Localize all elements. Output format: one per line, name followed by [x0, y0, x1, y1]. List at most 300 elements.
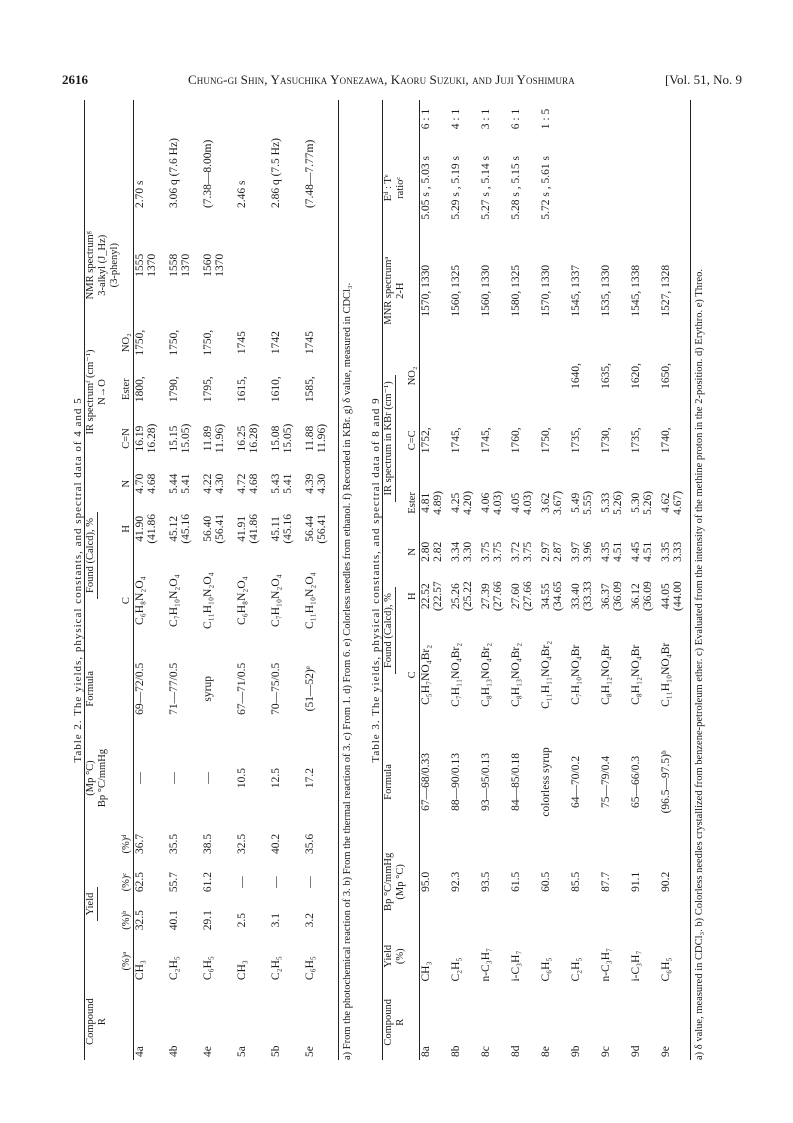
bp-value: 69—72/0.5 [134, 662, 146, 715]
yield-a: 32.5 [134, 910, 146, 931]
found-c [600, 571, 630, 622]
t3-h-no2: NO₂ [407, 366, 418, 386]
yield-a: 3.1 [270, 913, 282, 928]
ir-cc [420, 344, 451, 408]
ir-no2-line: 1370 [180, 253, 192, 277]
nmr-value: 2.70 s [134, 180, 146, 209]
table-row [600, 100, 630, 1060]
bp-value: (96.5—97.5)ᵇ [660, 750, 672, 814]
formula: C₇H₁₀NO₄Br [570, 644, 582, 705]
found-c-line: (33.33 [582, 581, 594, 611]
ir-no2 [270, 211, 304, 319]
found-n [540, 473, 570, 534]
table-row [202, 100, 236, 1060]
found-n-line: 4.06 [480, 492, 492, 513]
ir-ester: 1750, [202, 329, 214, 356]
found-n [450, 473, 480, 534]
found-h [480, 533, 510, 570]
ir-ester: 1752, [420, 427, 432, 454]
table-row [540, 100, 570, 1060]
found-n-line: 5.49 [570, 492, 582, 513]
found-c-line: (36.09 [642, 581, 654, 611]
found-n [236, 412, 270, 464]
compound-id: 8c [480, 1046, 492, 1057]
found-n [420, 473, 451, 534]
found-h [450, 533, 480, 570]
compound-id: 4b [168, 1045, 180, 1057]
table-row [480, 100, 510, 1060]
found-n [600, 473, 630, 534]
found-n [630, 473, 660, 534]
table-row [510, 100, 540, 1060]
found-c [134, 503, 169, 555]
yield-b: — [270, 876, 282, 888]
nmr-value [660, 138, 691, 238]
r-group: i-C₃H₇ [630, 950, 642, 982]
t2-h-bp: (Mp °C) Bp °C/mmHg [85, 748, 108, 808]
r-group: C₆H₅ [202, 956, 214, 981]
formula: C₈H₁₃NO₄Br₂ [480, 642, 492, 707]
yield-d: — [168, 772, 180, 784]
ir-no2 [202, 211, 236, 319]
table2-caption: Table 2. The yields, physical constants, and spectral data of 4 and 5 [72, 397, 84, 763]
found-h [134, 465, 169, 503]
found-h-line: 3.35 [660, 541, 672, 562]
table-row [660, 100, 691, 1060]
bp-value: 84—85/0.18 [510, 753, 522, 811]
yield-a: 3.2 [304, 913, 316, 928]
formula: C₆H₈N₂O₄ [134, 576, 146, 625]
found-c [570, 571, 600, 622]
table-row [630, 100, 660, 1060]
table-row [570, 100, 600, 1060]
found-h-line: 3.97 [570, 541, 582, 562]
nmr-value: 5.72 s , 5.61 s [540, 156, 552, 220]
found-c-line: (36.09 [612, 581, 624, 611]
r-group: C₂H₅ [168, 956, 180, 981]
found-c [450, 571, 480, 622]
found-h [630, 533, 660, 570]
found-h-line: 3.30 [462, 541, 474, 562]
ir-cc: 1650, [660, 362, 672, 389]
yield-a: 2.5 [236, 913, 248, 928]
ir-ester: 1750, [134, 329, 146, 356]
found-h-line: 4.68 [146, 473, 158, 494]
found-h [570, 533, 600, 570]
nmr-value: 5.29 s , 5.19 s [450, 156, 462, 220]
ir-no2-line: 1555 [134, 253, 146, 277]
found-h-line: 5.41 [180, 473, 192, 494]
t3-h-n: N [407, 548, 418, 556]
t3-h-found: Found (Calcd), % [383, 533, 408, 728]
t2-h-n: N [121, 479, 132, 488]
yield: 95.0 [420, 871, 432, 892]
found-c [540, 571, 570, 622]
compound-id: 5e [304, 1046, 316, 1057]
t2-h-compound: Compound R [85, 998, 108, 1045]
yield: 91.1 [630, 871, 642, 892]
ir-no2: 1570, 1330 [420, 264, 432, 317]
found-h-line: 2.87 [552, 541, 564, 562]
found-c [304, 503, 339, 555]
found-h-line: 3.75 [522, 541, 534, 562]
r-group: CH₃ [236, 960, 248, 981]
formula: C₈H₁₂NO₄Br [630, 644, 642, 705]
bp-value: (51—52)ᵉ [304, 666, 316, 712]
found-n-line: 15.15 [168, 425, 180, 452]
found-n-line: 4.05 [510, 492, 522, 513]
table-row [134, 100, 169, 1060]
found-n-line: 5.33 [600, 492, 612, 513]
yield-b: — [304, 876, 316, 888]
ir-ester: 1745, [450, 427, 462, 454]
t2-h-found: Found (Calcd), % [85, 465, 122, 647]
found-c [270, 503, 304, 555]
found-h [304, 465, 339, 503]
r-group: C₆H₅ [540, 957, 552, 982]
yield-c: 35.5 [168, 833, 180, 855]
ir-ester: 1735, [570, 427, 582, 454]
found-n-line: 4.03) [492, 490, 504, 515]
found-c-line: 45.12 [168, 515, 180, 542]
found-n-line: 3.67) [552, 490, 564, 515]
ir-ester: 1745 [304, 331, 316, 355]
table-row [168, 100, 202, 1060]
found-c-line: 56.40 [202, 515, 214, 542]
formula: C₇H₁₁NO₄Br₂ [450, 642, 462, 707]
bp-value: 70—75/0.5 [270, 662, 282, 715]
t2-h-no2: NO₂ [121, 333, 132, 353]
found-n-line: 5.55) [582, 490, 594, 515]
ir-no2-line: 1370 [214, 253, 226, 277]
ir-ester: 1735, [630, 427, 642, 454]
yield-d: 12.5 [270, 767, 282, 789]
found-h-line: 3.34 [450, 541, 462, 562]
yield-a: 40.1 [168, 910, 180, 931]
yield-c: 36.7 [134, 833, 146, 855]
yield-d: — [202, 772, 214, 784]
yield-d: 17.2 [304, 767, 316, 789]
t2-h-yield: Yield [85, 825, 122, 983]
found-n-line: 15.05) [282, 423, 294, 454]
compound-id: 9c [600, 1046, 612, 1057]
found-h-line: 4.70 [134, 473, 146, 494]
found-n-line: 11.88 [304, 425, 316, 452]
found-c-line: (44.00 [672, 581, 684, 611]
t3-h-c: C [407, 671, 418, 679]
found-c-line: 36.37 [600, 583, 612, 610]
ratio: 6 : 1 [420, 108, 432, 130]
ir-ester: 1745, [480, 427, 492, 454]
found-n-line: 4.81 [420, 492, 432, 513]
table3-notes: a) δ value, measured in CDCl₃. b) Colorless needles crystallized from benzene-petroleum ether. c) Evaluated from the intensity of the methine proton in the 2-position. d) Erythro. e) Threo. [694, 268, 705, 1060]
formula: C₈H₁₂NO₄Br [600, 644, 612, 705]
found-c-line: (56.41 [214, 513, 226, 544]
page-number: 2616 [62, 72, 88, 87]
compound-id: 5b [270, 1045, 282, 1057]
found-n-line: 4.03) [522, 490, 534, 515]
t2-h-ester: Ester [121, 378, 132, 400]
page-header [62, 72, 742, 92]
table-row [420, 100, 451, 1060]
found-n [480, 473, 510, 534]
found-h-line: 3.33 [672, 541, 684, 562]
ir-no2: 1535, 1330 [600, 264, 612, 317]
nmr-value [570, 138, 600, 238]
t2-h-ya: (%)ᵃ [121, 951, 132, 971]
yield: 90.2 [660, 871, 672, 892]
found-h-line: 2.97 [540, 541, 552, 562]
found-h-line: 3.72 [510, 541, 522, 562]
table2-notes: a) From the photochemical reaction of 3. b) From the thermal reaction of 3. c) From 1. d) From 6. e) Colorless needles from ethanol. f) Recorded in KBr. g) δ value, measured in CDCl₃. [342, 282, 353, 1060]
formula: C₁₁H₁₀N₂O₄ [202, 572, 214, 629]
yield-c: 32.5 [236, 833, 248, 855]
bp-value: 75—79/0.4 [600, 755, 612, 808]
t2-h-ir: IR spectrumᶠ (cm⁻¹) N→O [85, 349, 108, 435]
ratio [570, 100, 600, 138]
yield-b: — [236, 876, 248, 888]
ir-cn: 1795, [202, 376, 214, 403]
found-c [236, 503, 270, 555]
found-n-line: 16.28) [146, 423, 158, 454]
found-h [270, 465, 304, 503]
nmr-value [630, 138, 660, 238]
compound-id: 9d [630, 1045, 642, 1057]
formula: C₆H₈N₂O₄ [236, 576, 248, 625]
found-h [540, 533, 570, 570]
found-h-line: 4.30 [214, 473, 226, 494]
ir-no2: 1560, 1325 [450, 264, 462, 317]
nmr-value: 5.28 s , 5.15 s [510, 156, 522, 220]
found-n-line: 11.96) [316, 423, 328, 454]
table-row [450, 100, 480, 1060]
yield-b: 55.7 [168, 872, 180, 893]
bp-value: 88—90/0.13 [450, 753, 462, 811]
yield-c: 40.2 [270, 833, 282, 855]
t3-h-nmr: MNR spectrumᵃ 2-H [383, 256, 406, 325]
formula: C₅H₇NO₄Br₂ [420, 644, 432, 705]
t3-h-cc: C=C [407, 430, 418, 451]
table2 [84, 100, 339, 1060]
r-group: C₆H₅ [304, 956, 316, 981]
t3-h-compound: Compound R [383, 998, 406, 1046]
found-c-line: (25.22 [462, 581, 474, 611]
found-h-line: 3.75 [492, 541, 504, 562]
found-h-line: 4.35 [600, 541, 612, 562]
compound-id: 9b [570, 1045, 582, 1057]
ir-ester: 1730, [600, 427, 612, 454]
ir-cn: 1790, [168, 376, 180, 403]
found-c [630, 571, 660, 622]
ir-cn: 1610, [270, 376, 282, 403]
t3-h-yield: Yield (%) [383, 944, 406, 968]
ratio: 6 : 1 [510, 108, 522, 130]
running-authors: Chung-gi Shin, Yasuchika Yonezawa, Kaoru Suzuki, and Juji Yoshimura [188, 72, 575, 87]
found-n-line: 5.26) [612, 490, 624, 515]
found-n [168, 412, 202, 464]
found-h [236, 465, 270, 503]
t3-h-h: H [407, 592, 418, 600]
found-n-line: 4.25 [450, 492, 462, 513]
found-c [510, 571, 540, 622]
found-h-line: 3.96 [582, 541, 594, 562]
table-row [236, 100, 270, 1060]
rotated-tables [72, 100, 732, 1060]
bp-value: syrup [202, 676, 214, 702]
found-n [202, 412, 236, 464]
found-n-line: 16.19 [134, 425, 146, 452]
found-h-line: 4.22 [202, 473, 214, 494]
nmr-value: 5.05 s , 5.03 s [420, 156, 432, 220]
ratio [600, 100, 630, 138]
found-n [510, 473, 540, 534]
ratio [630, 100, 660, 138]
found-c-line: (41.86 [146, 513, 158, 544]
ir-cn: 1585, [304, 376, 316, 403]
found-h-line: 4.68 [248, 473, 260, 494]
found-h-line: 5.43 [270, 473, 282, 494]
nmr-value: 3.06 q (7.6 Hz) [168, 138, 180, 209]
r-group: CH₃ [420, 961, 432, 982]
t3-h-formula: Formula [383, 764, 394, 800]
found-c-line: (22.57 [432, 581, 444, 611]
found-c-line: (45.16 [180, 513, 192, 544]
found-h-line: 4.45 [630, 541, 642, 562]
found-c-line: 44.05 [660, 583, 672, 610]
found-c-line: 36.12 [630, 583, 642, 610]
found-n-line: 3.62 [540, 492, 552, 513]
yield: 93.5 [480, 871, 492, 892]
ir-ester: 1750, [168, 329, 180, 356]
nmr-value: 5.27 s , 5.14 s [480, 156, 492, 220]
volume-info: [Vol. 51, No. 9 [664, 72, 742, 87]
found-h-line: 3.75 [480, 541, 492, 562]
table-row [270, 100, 304, 1060]
nmr-value [600, 138, 630, 238]
found-c-line: (34.65 [552, 581, 564, 611]
nmr-value: 2.86 q (7.5 Hz) [270, 138, 282, 209]
found-c-line: 27.60 [510, 583, 522, 610]
found-c [420, 571, 451, 622]
found-h [202, 465, 236, 503]
found-c-line: 33.40 [570, 583, 582, 610]
bp-value: 67—71/0.5 [236, 662, 248, 715]
found-h-line: 2.82 [432, 541, 444, 562]
t2-h-nmr: NMR spectrumᵍ 3-alkyl (J_Hz) (3-phenyl) [85, 231, 120, 300]
r-group: i-C₃H₇ [510, 950, 522, 982]
found-h-line: 4.51 [612, 541, 624, 562]
ir-cc: 1640, [570, 362, 582, 389]
found-c-line: (27.66 [492, 581, 504, 611]
t3-h-bp: Bp °C/mmHg (Mp °C) [383, 852, 406, 911]
found-n [660, 473, 691, 534]
found-c-line: 25.26 [450, 583, 462, 610]
ir-no2 [304, 211, 339, 319]
ir-ester: 1740, [660, 427, 672, 454]
table-row [304, 100, 339, 1060]
bp-value: 67—68/0.33 [420, 753, 432, 811]
ir-ester: 1745 [236, 331, 248, 355]
ratio: 1 : 5 [540, 108, 552, 130]
found-c [202, 503, 236, 555]
ir-cc: 1620, [630, 362, 642, 389]
found-n-line: 5.30 [630, 492, 642, 513]
formula: C₁₁H₁₀NO₄Br [660, 642, 672, 707]
formula: C₇H₁₀N₂O₄ [168, 574, 180, 627]
found-h [168, 465, 202, 503]
found-n-line: 15.08 [270, 425, 282, 452]
found-h-line: 4.39 [304, 473, 316, 494]
yield-d: 10.5 [236, 767, 248, 789]
found-h-line: 5.41 [282, 473, 294, 494]
yield: 60.5 [540, 871, 552, 892]
r-group: C₆H₅ [660, 957, 672, 982]
found-c [168, 503, 202, 555]
ir-cc [540, 344, 570, 408]
ir-cc [450, 344, 480, 408]
found-h-line: 5.44 [168, 473, 180, 494]
formula: C₈H₁₃NO₄Br₂ [510, 642, 522, 707]
formula: C₁₁H₁₁NO₄Br₂ [540, 640, 552, 709]
ir-cc: 1635, [600, 362, 612, 389]
t2-h-yd: (%)ᵈ [121, 834, 132, 854]
ir-no2 [168, 211, 202, 319]
found-c-line: 22.52 [420, 583, 432, 610]
bp-value: 65—66/0.3 [630, 755, 642, 808]
ir-no2-line: 1558 [168, 253, 180, 277]
bp-value: 64—70/0.2 [570, 755, 582, 808]
ratio: 3 : 1 [480, 108, 492, 130]
found-c-line: 45.11 [270, 516, 282, 542]
yield: 61.5 [510, 871, 522, 892]
found-c-line: (27.66 [522, 581, 534, 611]
ir-no2: 1560, 1330 [480, 264, 492, 317]
found-c-line: 41.91 [236, 515, 248, 542]
ir-no2-line: 1370 [146, 253, 158, 277]
ir-cc [510, 344, 540, 408]
found-n [304, 412, 339, 464]
ir-no2: 1545, 1338 [630, 264, 642, 317]
ir-cc [480, 344, 510, 408]
found-c [480, 571, 510, 622]
yield-d: — [134, 772, 146, 784]
ir-no2: 1570, 1330 [540, 264, 552, 317]
found-h-line: 4.30 [316, 473, 328, 494]
t2-h-cn: C=N [121, 428, 132, 449]
yield-b: 61.2 [202, 872, 214, 893]
compound-id: 8e [540, 1046, 552, 1057]
r-group: C₂H₅ [570, 957, 582, 982]
found-n [134, 412, 169, 464]
found-c-line: (41.86 [248, 513, 260, 544]
nmr-value: 2.46 s [236, 180, 248, 209]
r-group: C₂H₅ [450, 957, 462, 982]
t2-h-c: C [121, 597, 132, 605]
r-group: n-C₃H₇ [480, 947, 492, 982]
formula: C₁₁H₁₀N₂O₄ [304, 572, 316, 629]
found-n-line: 4.67) [672, 490, 684, 515]
ir-ester: 1750, [540, 427, 552, 454]
compound-id: 8d [510, 1045, 522, 1057]
found-n-line: 5.26) [642, 490, 654, 515]
yield: 87.7 [600, 871, 612, 892]
found-n-line: 16.28) [248, 423, 260, 454]
found-c-line: (45.16 [282, 513, 294, 544]
found-h [660, 533, 691, 570]
found-n [570, 473, 600, 534]
found-n-line: 16.25 [236, 425, 248, 452]
ratio: 4 : 1 [450, 108, 462, 130]
